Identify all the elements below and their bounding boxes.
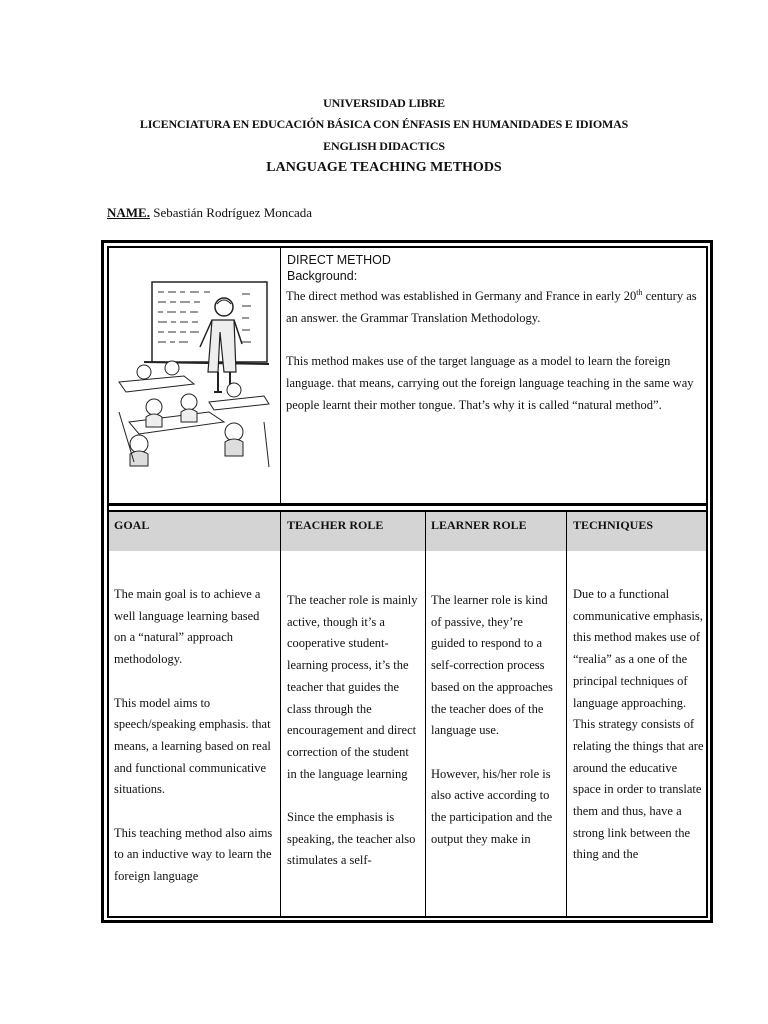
university-title: UNIVERSIDAD LIBRE: [323, 96, 445, 110]
techniques-cell: [573, 584, 705, 866]
goal-paragraph: This teaching method also aims to an inductive way to learn the foreign language: [114, 825, 273, 884]
name-label: NAME.: [107, 205, 150, 220]
student-name-line: [107, 205, 312, 221]
course-title: ENGLISH DIDACTICS: [323, 139, 445, 153]
column-header-learner-role: LEARNER ROLE: [431, 518, 527, 532]
top-row-divider: [280, 248, 281, 504]
column-divider-2: [425, 512, 426, 916]
column-header-teacher-role: TEACHER ROLE: [287, 518, 384, 532]
techniques-paragraph: Due to a functional communicative emphasis, this method makes use of “realia” as a one of the principal techniques of language approaching. This strategy consists of relating the things that are around the educative space in order to translate them and thus, have a strong link between the thing and the: [573, 587, 704, 862]
background-paragraph-2: This method makes use of the target language as a model to learn the foreign language. that means, carrying out the foreign language teaching in the same way people learnt their mother tongue. That’s why it is called “natural method”.: [286, 354, 694, 412]
learner-role-cell: [431, 590, 559, 850]
column-divider-1: [280, 512, 281, 916]
classroom-teacher-icon: [114, 272, 274, 467]
header-top-line: [109, 510, 706, 512]
background-label: Background:: [287, 269, 358, 283]
learner-paragraph: The learner role is kind of passive, they’re guided to respond to a self-correction process based on the approaches the teacher does of the language use.: [431, 593, 553, 738]
goal-paragraph: The main goal is to achieve a well language learning based on a “natural” approach methodology.: [114, 587, 261, 667]
teacher-paragraph: The teacher role is mainly active, though it’s a cooperative student-learning process, it’s the teacher that guides the class through the encouragement and direct correction of the student in the language learning: [287, 593, 418, 781]
goal-paragraph: This model aims to speech/speaking emphasis. that means, a learning based on real and functional communicative situations.: [114, 695, 271, 797]
method-title: DIRECT METHOD: [287, 253, 391, 267]
teacher-role-cell: [287, 590, 421, 872]
program-title: LICENCIATURA EN EDUCACIÓN BÁSICA CON ÉNFASIS EN HUMANIDADES E IDIOMAS: [139, 117, 629, 131]
row-divider: [109, 503, 706, 506]
column-header-techniques: TECHNIQUES: [573, 518, 654, 532]
column-divider-3: [566, 512, 567, 916]
document-title: LANGUAGE TEACHING METHODS: [266, 160, 502, 175]
background-paragraph-1: The direct method was established in Germany and France in early 20th century as an answer. the Grammar Translation Methodology.: [286, 288, 697, 325]
student-name: Sebastián Rodríguez Moncada: [153, 205, 313, 220]
column-header-goal: GOAL: [114, 518, 150, 532]
teacher-paragraph: Since the emphasis is speaking, the teacher also stimulates a self-: [287, 810, 416, 868]
goal-cell: [114, 584, 274, 888]
learner-paragraph: However, his/her role is also active according to the participation and the output they make in: [431, 766, 553, 846]
